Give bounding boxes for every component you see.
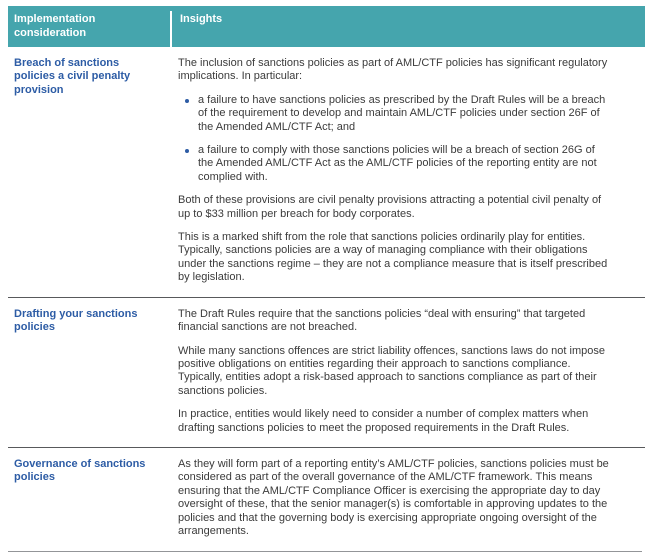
insight-paragraph: This is a marked shift from the role that sanctions policies ordinarily play for entities. Typically, sanctions policies are a way of managing compliance with their obligations under the sanctions regime – they are not a compliance measure that is itself prescribed by legislation. (178, 231, 608, 284)
insight-paragraph: In practice, entities would likely need to consider a number of complex matters when drafting sanctions policies to meet the proposed requirements in the Draft Rules. (178, 408, 589, 434)
insight-paragraph: The Draft Rules require that the sanctions policies “deal with ensuring” that targeted financial sanctions are not breached. (178, 307, 586, 334)
insight-paragraph: While many sanctions offences are strict liability offences, sanctions laws do not impose positive obligations on entities regarding their approach to sanctions compliance. Typically, entities adopt a risk-based approach to sanctions compliance as part of their sanctions policies. (178, 344, 605, 397)
table-row-governance-policies (8, 447, 645, 550)
bullet-dot-icon (185, 99, 189, 103)
row-heading-cell (8, 447, 170, 550)
row-heading: Breach of sanctions policies a civil penalty provision (14, 57, 131, 96)
column-header-label: Insights (180, 13, 223, 25)
insights-table (8, 6, 645, 550)
row-heading: Drafting your sanctions policies (14, 307, 138, 334)
insight-paragraph: Both of these provisions are civil penalty provisions attracting a potential civil penalty of up to $33 million per breach for body corporates. (178, 194, 602, 220)
column-header-implementation-consideration (8, 6, 170, 47)
bullet-dot-icon (185, 149, 189, 153)
insight-paragraph: The inclusion of sanctions policies as part of AML/CTF policies has significant regulatory implications. In particular: (178, 57, 608, 83)
row-insights-cell (170, 47, 645, 297)
header-column-divider (170, 11, 172, 47)
table-row-drafting-policies (8, 297, 645, 447)
insight-paragraph: As they will form part of a reporting entity’s AML/CTF policies, sanctions policies must be considered as part of the overall governance of the AML/CTF framework. This means ensuring that the AML/CTF Compliance Officer is exercising the appropriate day to day oversight of these, that the senior manager(s) is comfortable in approving updates to the policies and that the governing body is exercising appropriate ongoing oversight of the arrangements. (178, 457, 609, 537)
row-heading-cell (8, 297, 170, 447)
bullet-item (178, 94, 613, 134)
bullet-text: a failure to have sanctions policies as prescribed by the Draft Rules will be a breach of the requirement to develop and maintain AML/CTF policies under section 26F of the Amended AML/CTF Act; and (198, 93, 606, 133)
bullet-text: a failure to comply with those sanctions policies will be a breach of section 26G of the Amended AML/CTF Act as the AML/CTF policies of the reporting entity are not complied with. (198, 144, 597, 183)
row-insights-cell (170, 447, 645, 550)
table-row-breach-of-sanctions (8, 47, 645, 297)
bullet-item (178, 144, 613, 184)
column-header-insights (170, 6, 645, 47)
column-header-label: Implementation consideration (14, 13, 96, 39)
insight-bullet-list (178, 94, 613, 184)
row-insights-cell (170, 297, 645, 447)
row-heading: Governance of sanctions policies (14, 457, 146, 484)
row-heading-cell (8, 47, 170, 297)
table-header-row (8, 6, 645, 47)
